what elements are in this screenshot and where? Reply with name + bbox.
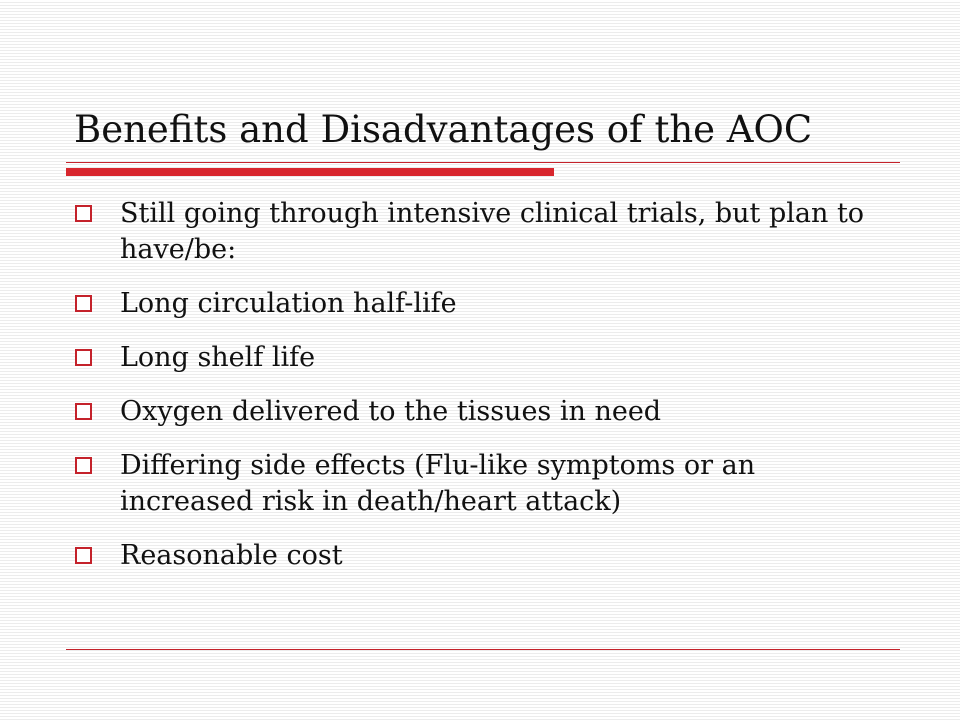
square-bullet-icon	[75, 547, 92, 564]
square-bullet-icon	[75, 205, 92, 222]
bullet-item	[74, 286, 894, 322]
bullet-list	[74, 196, 894, 592]
square-bullet-icon	[75, 403, 92, 420]
bullet-text: Still going through intensive clinical trials, but plan to have/be:	[120, 198, 865, 265]
bullet-text: Differing side effects (Flu-like symptoms or an increased risk in death/heart attack)	[120, 450, 756, 517]
title-divider-line	[66, 162, 900, 163]
slide-title: Benefits and Disadvantages of the AOC	[74, 108, 813, 151]
bullet-item	[74, 538, 894, 574]
square-bullet-icon	[75, 295, 92, 312]
bullet-item	[74, 196, 894, 268]
bottom-divider-line	[66, 649, 900, 650]
bullet-text: Long shelf life	[120, 342, 316, 373]
bullet-item	[74, 394, 894, 430]
title-accent-bar	[66, 168, 554, 176]
bullet-item	[74, 448, 894, 520]
bullet-item	[74, 340, 894, 376]
bullet-text: Long circulation half-life	[120, 288, 457, 319]
bullet-text: Reasonable cost	[120, 540, 343, 571]
square-bullet-icon	[75, 349, 92, 366]
bullet-text: Oxygen delivered to the tissues in need	[120, 396, 662, 427]
square-bullet-icon	[75, 457, 92, 474]
